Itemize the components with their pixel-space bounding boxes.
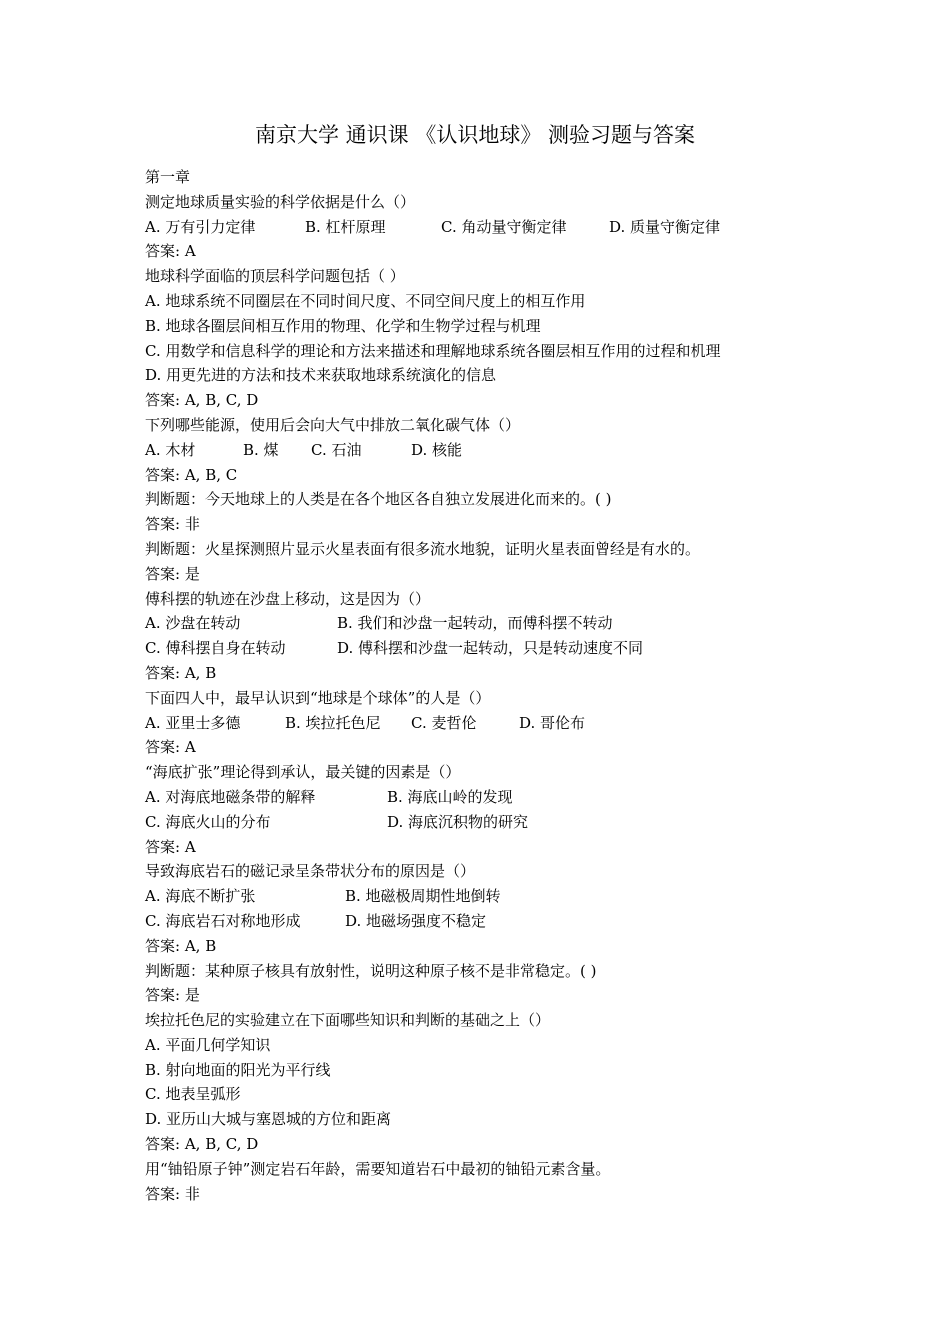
option-b: B. 埃拉托色尼 (285, 713, 381, 732)
option-row (145, 636, 825, 661)
question-text: 用“铀铅原子钟”测定岩石年龄，需要知道岩石中最初的铀铅元素含量。 (145, 1159, 611, 1178)
option-d: D. 傅科摆和沙盘一起转动，只是转动速度不同 (337, 639, 644, 658)
question-text: 判断题：某种原子核具有放射性，说明这种原子核不是非常稳定。( ) (145, 961, 597, 980)
question-text: “海底扩张”理论得到承认，最关键的因素是（） (145, 763, 461, 782)
answer-text: 答案: A, B, C, D (145, 1135, 259, 1154)
option-b: B. 射向地面的阳光为平行线 (145, 1060, 331, 1079)
answer-text: 答案: A, B (145, 663, 217, 682)
option-row (145, 611, 825, 636)
option-d: D. 地磁场强度不稳定 (345, 911, 487, 930)
document-title: 南京大学 通识课 《认识地球》 测验习题与答案 (254, 123, 696, 147)
option-row (145, 810, 825, 835)
question-text: 测定地球质量实验的科学依据是什么（） (145, 192, 416, 211)
option-c: C. 海底岩石对称地形成 (145, 911, 301, 930)
question-text: 下列哪些能源，使用后会向大气中排放二氧化碳气体（） (145, 415, 521, 434)
answer-text: 答案: 是 (145, 564, 200, 583)
question-text: 判断题：火星探测照片显示火星表面有很多流水地貌，证明火星表面曾经是有水的。 (145, 539, 701, 558)
answer-text: 答案: A (145, 738, 196, 757)
document-body (145, 165, 825, 1206)
option-row (145, 438, 825, 463)
option-b: B. 杠杆原理 (305, 217, 386, 236)
question-text: 导致海底岩石的磁记录呈条带状分布的原因是（） (145, 862, 476, 881)
option-a: A. 沙盘在转动 (145, 614, 241, 633)
option-d: D. 海底沉积物的研究 (387, 812, 529, 831)
option-c: C. 地表呈弧形 (145, 1085, 241, 1104)
option-a: A. 万有引力定律 (145, 217, 256, 236)
option-b: B. 地球各圈层间相互作用的物理、化学和生物学过程与机理 (145, 316, 541, 335)
option-d: D. 哥伦布 (519, 713, 586, 732)
option-row (145, 785, 825, 810)
option-b: B. 煤 (243, 440, 279, 459)
option-d: D. 亚历山大城与塞恩城的方位和距离 (145, 1110, 392, 1129)
option-c: C. 石油 (311, 440, 362, 459)
option-a: A. 地球系统不同圈层在不同时间尺度、不同空间尺度上的相互作用 (145, 291, 586, 310)
answer-text: 答案: A (145, 242, 196, 261)
answer-text: 答案: A (145, 837, 196, 856)
option-c: C. 用数学和信息科学的理论和方法来描述和理解地球系统各圈层相互作用的过程和机理 (145, 341, 721, 360)
option-a: A. 平面几何学知识 (145, 1035, 271, 1054)
option-row (145, 215, 825, 240)
option-c: C. 麦哲伦 (411, 713, 477, 732)
answer-text: 答案: A, B, C, D (145, 391, 259, 410)
answer-text: 答案: 非 (145, 1184, 200, 1203)
option-row (145, 884, 825, 909)
option-a: A. 对海底地磁条带的解释 (145, 787, 316, 806)
answer-text: 答案: 非 (145, 515, 200, 534)
option-c: C. 海底火山的分布 (145, 812, 271, 831)
option-b: B. 海底山岭的发现 (387, 787, 513, 806)
answer-text: 答案: 是 (145, 986, 200, 1005)
option-d: D. 质量守衡定律 (609, 217, 721, 236)
question-text: 下面四人中，最早认识到“地球是个球体”的人是（） (145, 688, 491, 707)
question-text: 判断题：今天地球上的人类是在各个地区各自独立发展进化而来的。( ) (145, 490, 612, 509)
option-b: B. 地磁极周期性地倒转 (345, 887, 501, 906)
option-row (145, 909, 825, 934)
option-a: A. 亚里士多德 (145, 713, 241, 732)
chapter-heading: 第一章 (145, 168, 191, 186)
answer-text: 答案: A, B (145, 936, 217, 955)
option-d: D. 核能 (411, 440, 463, 459)
question-text: 傅科摆的轨迹在沙盘上移动，这是因为（） (145, 589, 431, 608)
option-c: C. 角动量守衡定律 (441, 217, 567, 236)
question-text: 地球科学面临的顶层科学问题包括（ ） (145, 267, 405, 286)
option-d: D. 用更先进的方法和技术来获取地球系统演化的信息 (145, 366, 497, 385)
option-a: A. 木材 (145, 440, 196, 459)
option-c: C. 傅科摆自身在转动 (145, 639, 286, 658)
option-row (145, 711, 825, 736)
question-text: 埃拉托色尼的实验建立在下面哪些知识和判断的基础之上（） (145, 1011, 551, 1030)
option-a: A. 海底不断扩张 (145, 887, 256, 906)
option-b: B. 我们和沙盘一起转动，而傅科摆不转动 (337, 614, 613, 633)
answer-text: 答案: A, B, C (145, 465, 238, 484)
